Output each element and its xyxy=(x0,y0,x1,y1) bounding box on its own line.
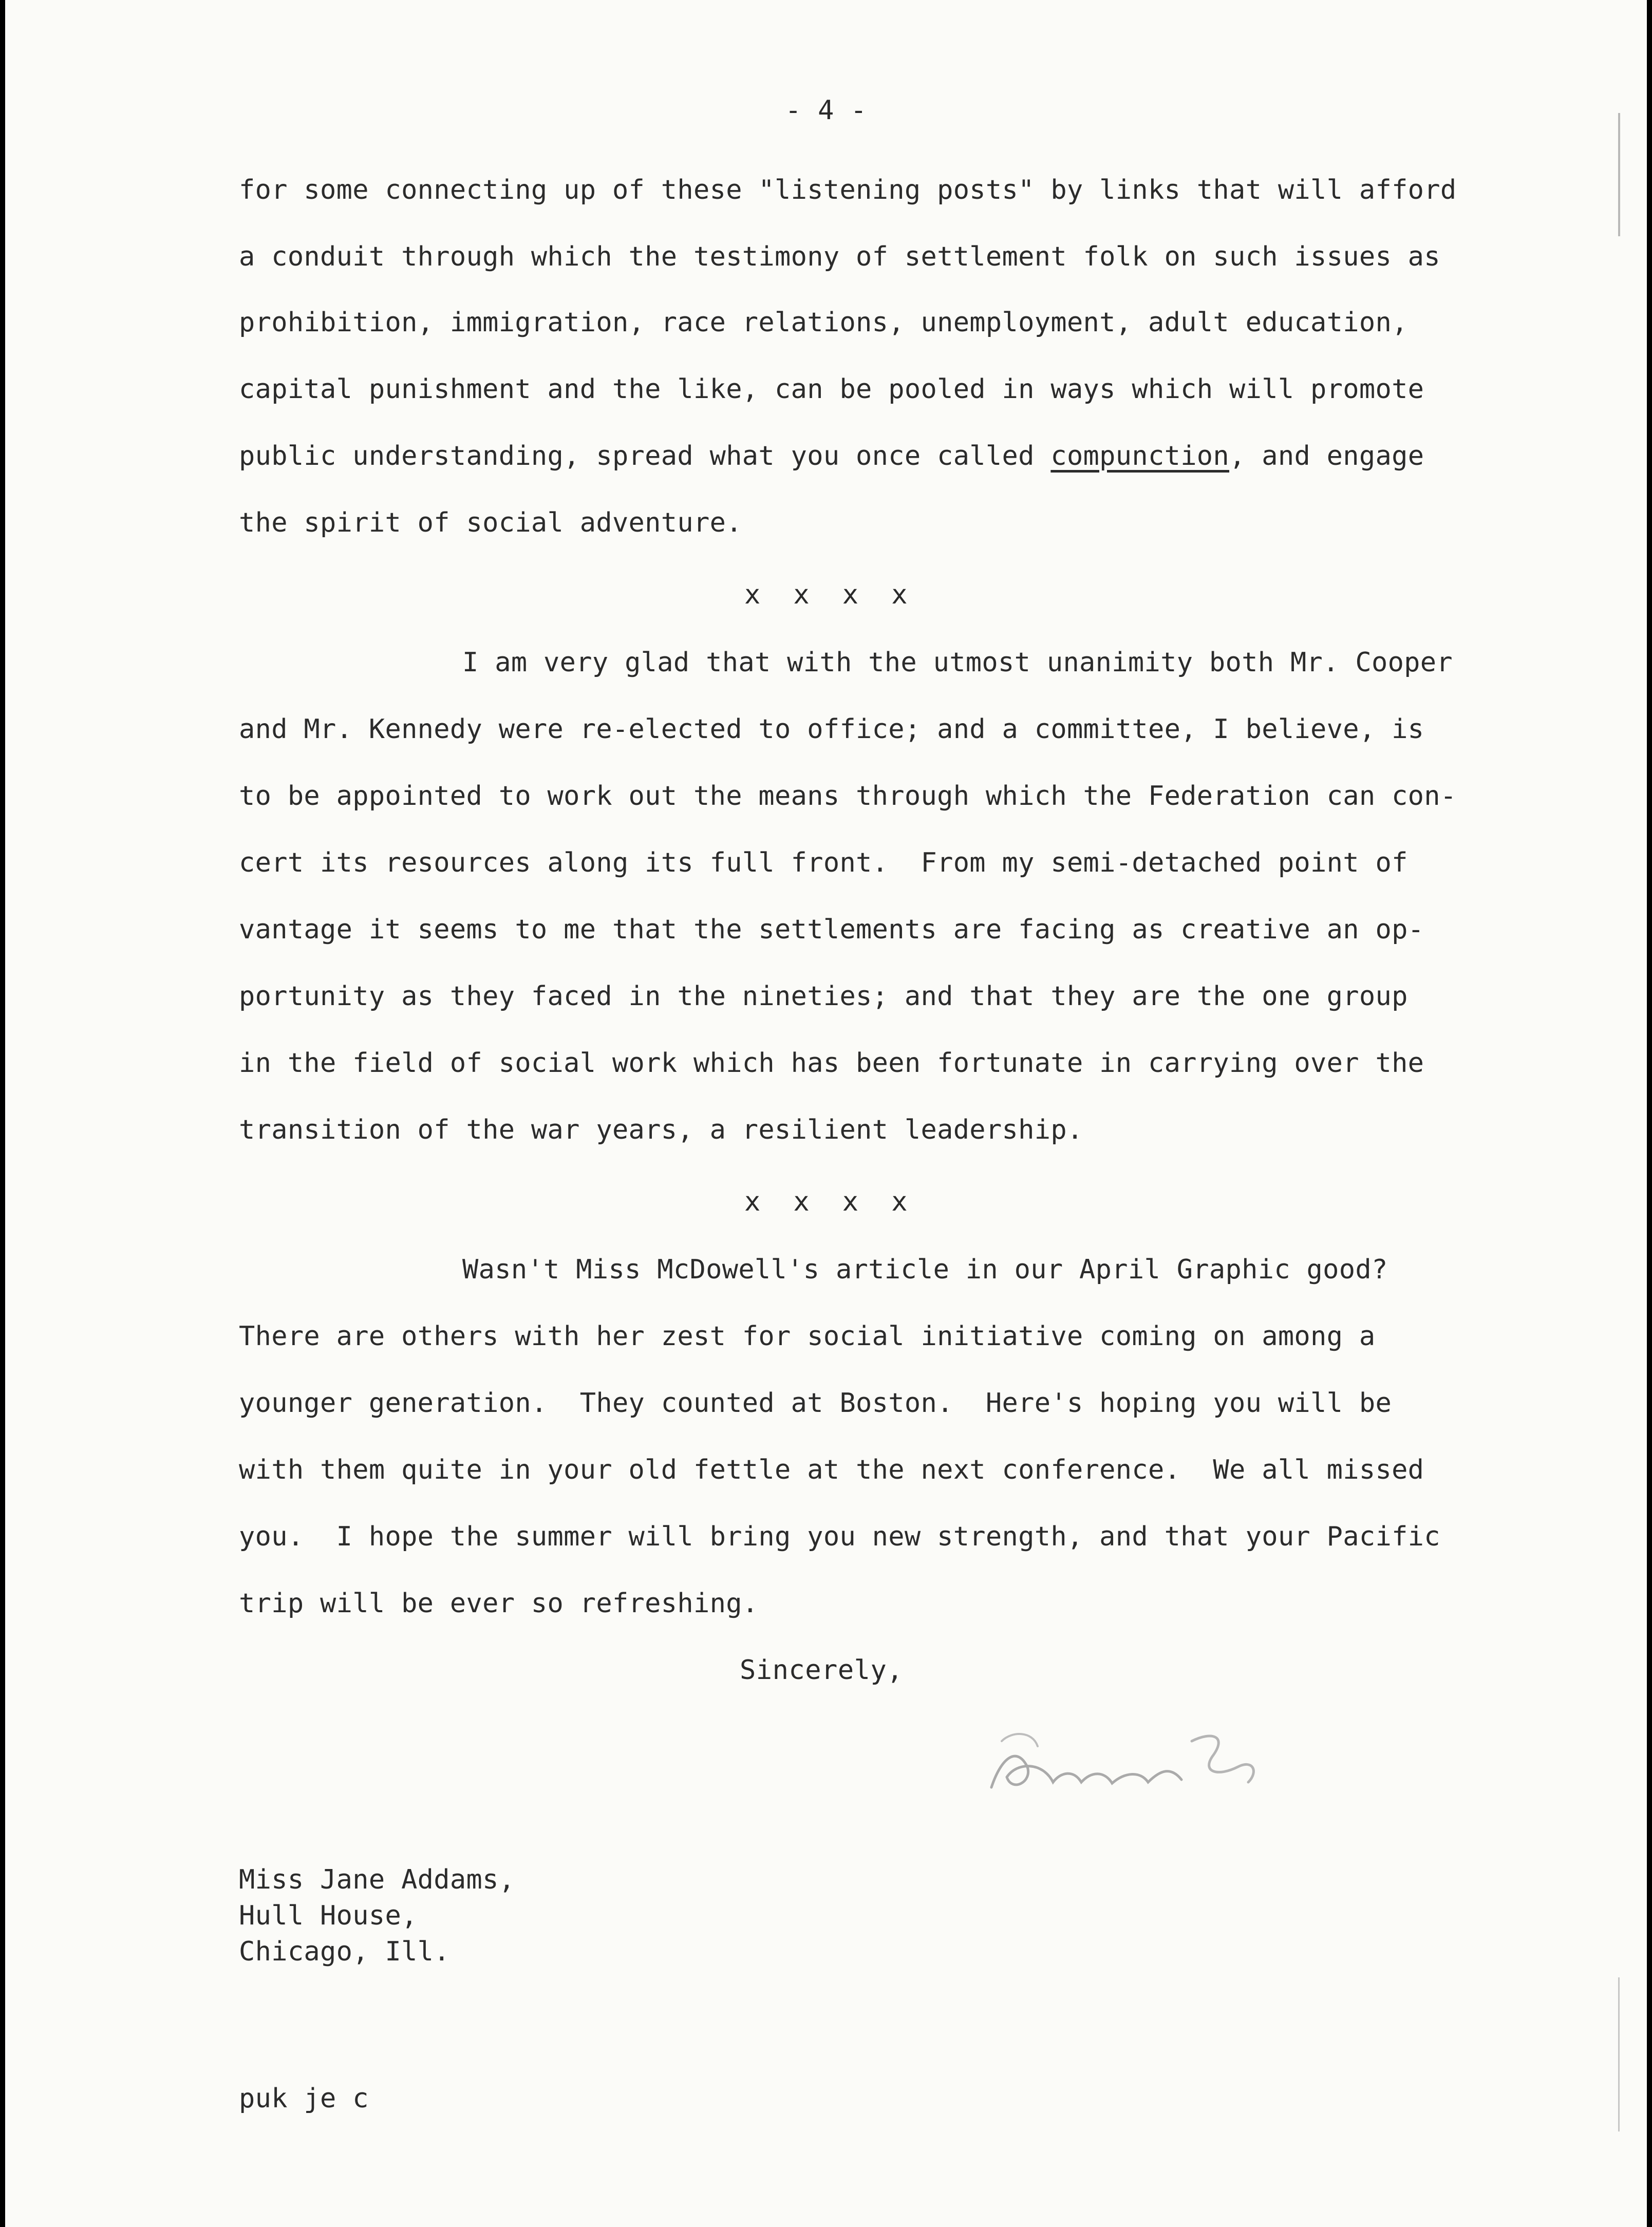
paragraph-1-line-5-tail: , and engage xyxy=(1229,441,1424,471)
paragraph-3-line-5: you. I hope the summer will bring you new strength, and that your Pacific xyxy=(239,1521,1440,1552)
paragraph-3-line-4: with them quite in your old fettle at the next conference. We all missed xyxy=(239,1455,1424,1485)
address-line-2: Hull House, xyxy=(239,1900,418,1931)
paragraph-1-line-1: for some connecting up of these "listening posts" by links that will afford xyxy=(239,175,1457,205)
typist-initials: puk je c xyxy=(239,2083,369,2114)
section-separator-2: x x x x xyxy=(744,1186,908,1217)
paragraph-3-line-2: There are others with her zest for social initiative coming on among a xyxy=(239,1321,1376,1352)
handwritten-signature xyxy=(971,1710,1330,1813)
underlined-word: compunction xyxy=(1050,441,1230,471)
section-separator-1: x x x x xyxy=(744,579,908,610)
paragraph-1-line-6: the spirit of social adventure. xyxy=(239,507,742,538)
paragraph-1-line-4: capital punishment and the like, can be pooled in ways which will promote xyxy=(239,374,1424,405)
scan-edge-mark-lower xyxy=(1618,1977,1620,2131)
paragraph-2-line-1: I am very glad that with the utmost unanimity both Mr. Cooper xyxy=(462,647,1453,678)
paragraph-2-line-3: to be appointed to work out the means through which the Federation can con- xyxy=(239,781,1457,811)
closing-salutation: Sincerely, xyxy=(740,1655,904,1686)
address-line-1: Miss Jane Addams, xyxy=(239,1864,515,1895)
paragraph-2-line-2: and Mr. Kennedy were re-elected to office; and a committee, I believe, is xyxy=(239,714,1424,745)
page-number: - 4 - xyxy=(785,95,867,126)
paragraph-2-line-6: portunity as they faced in the nineties; and that they are the one group xyxy=(239,981,1408,1012)
paragraph-1-line-5 xyxy=(239,441,1424,471)
address-line-3: Chicago, Ill. xyxy=(239,1936,450,1967)
paragraph-3-line-1: Wasn't Miss McDowell's article in our April Graphic good? xyxy=(462,1254,1388,1285)
paragraph-2-line-8: transition of the war years, a resilient leadership. xyxy=(239,1115,1083,1145)
paragraph-3-line-3: younger generation. They counted at Boston. Here's hoping you will be xyxy=(239,1388,1392,1419)
paragraph-1-line-3: prohibition, immigration, race relations, unemployment, adult education, xyxy=(239,307,1408,338)
scan-edge-mark xyxy=(1618,113,1620,236)
paragraph-2-line-5: vantage it seems to me that the settlements are facing as creative an op- xyxy=(239,914,1424,945)
paragraph-3-line-6: trip will be ever so refreshing. xyxy=(239,1588,759,1619)
paragraph-2-line-7: in the field of social work which has been fortunate in carrying over the xyxy=(239,1048,1424,1079)
paragraph-2-line-4: cert its resources along its full front. From my semi-detached point of xyxy=(239,847,1408,878)
paragraph-1-line-5-text: public understanding, spread what you once called xyxy=(239,441,1051,471)
paragraph-1-line-2: a conduit through which the testimony of settlement folk on such issues as xyxy=(239,241,1440,272)
